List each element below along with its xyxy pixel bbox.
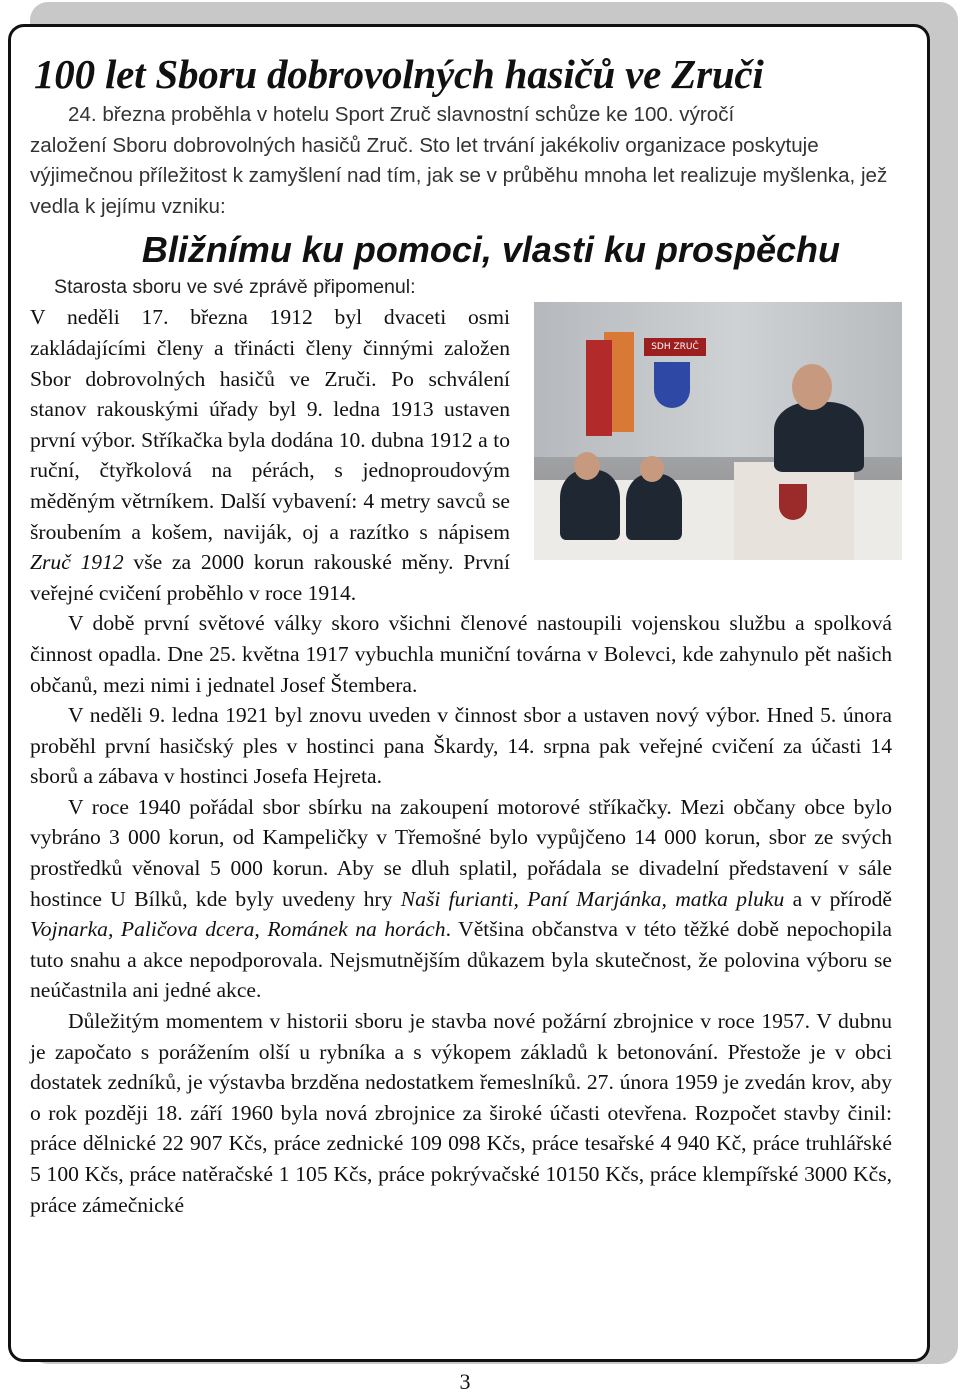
plays-list-2: Vojnarka, Paličova dcera, Románek na horách [30,917,446,942]
paragraph-1940-a: V roce 1940 pořádal sbor sbírku na zakoupení motorové stříkačky. Mezi občany obce bylo vybráno 3 000 korun, od Kampeličky v Třemošné bylo vypůjčeno 14 000 korun, sbor ze svých prostředků věnoval 5 000 korun. Aby se dluh splatil, pořádala se divadelní představení v sále hostince U Bílků, kde byly uvedeny hry [30,794,892,911]
paragraph-war: V době první světové války skoro všichni členové nastoupili vojenskou službu a spolková činnost opadla. Dne 25. května 1917 vybuchla muniční továrna v Bolevci, kde zahynulo pět našich občanů, mezi nimi i jednatel Josef Štembera. [30,611,892,697]
photo-banner: SDH ZRUČ [644,338,706,356]
stamp-inscription: Zruč 1912 [30,550,124,575]
meeting-photo [534,302,902,560]
page-number: 3 [459,1369,471,1394]
report-lead: Starosta sboru ve své zprávě připomenul: [54,276,416,299]
paragraph-1940 [30,792,892,1006]
paragraph-1940-b: a v přírodě [784,886,892,911]
motto: Bližnímu ku pomoci, vlasti ku prospěchu [141,229,840,271]
paragraph-founding-text: V neděli 17. března 1912 byl dvaceti osmi zakládajícími členy a třinácti členy činnými založen Sbor dobrovolných hasičů ve Zruči. Po schválení stanov rakouskými úřady byl 9. ledna 1913 ustaven první výbor. Stříkačka byla dodána 10. dubna 1912 a to ruční, čtyřkolová na pérách, s jednoproudovým měděným větrníkem. Další vybavení: 4 metry savců se šroubením a košem, naviják, oj a razítko s nápisem [30,305,510,544]
intro-paragraph: založení Sboru dobrovolných hasičů Zruč. Sto let trvání jakékoliv organizace poskytuje výjimečnou příležitost k zamyšlení nad tím, jak se v průběhu mnoha let realizuje myšlenka, jež vedla k jejímu vzniku: [30,133,888,218]
paragraph-1940-c: . Většina občanstva v této těžké době nepochopila tuto snahu a akce nepodporovala. Nejsmutnějším důkazem byla skutečnost, že polovina výboru se neúčastnila ani jedné akce. [30,917,892,1003]
paragraph-firehouse: Důležitým momentem v historii sboru je stavba nové požární zbrojnice v roce 1957. V dubnu je započato s porážením olší u rybníka a s výkopem základů k betonování. Přestože je v obci dostatek zedníků, je výstavba brzděna nedostatkem řemeslníků. 27. února 1959 je zvedán krov, aby o rok později 18. září 1960 byla nová zbrojnice za široké účasti otevřena. Rozpočet stavby činil: práce dělnické 22 907 Kčs, práce zednické 109 098 Kčs, práce tesařské 4 940 Kč, práce truhlářské 5 100 Kčs, práce natěračské 1 105 Kčs, práce pokrývačské 10150 Kčs, práce klempířské 3000 Kčs, práce zámečnické [30,1009,892,1217]
paragraph-1921: V neděli 9. ledna 1921 byl znovu uveden v činnost sbor a ustaven nový výbor. Hned 5. února proběhl první hasičský ples v hostinci pana Škardy, 14. srpna pak veřejné cvičení za účasti 14 sborů a zábava v hostinci Josefa Hejreta. [30,703,892,789]
photo-section [30,302,892,608]
plays-list-1: Naši furianti, Paní Marjánka, matka pluku [400,886,785,911]
article-title: 100 let Sboru dobrovolných hasičů ve Zruči [34,51,764,97]
intro-first-line: 24. března proběhla v hotelu Sport Zruč slavnostní schůze ke 100. výročí [68,103,735,126]
paragraph-founding-end: vše za 2000 korun rakouské měny. První veřejné cvičení proběhlo v roce 1914. [30,550,510,605]
article [30,48,892,1220]
